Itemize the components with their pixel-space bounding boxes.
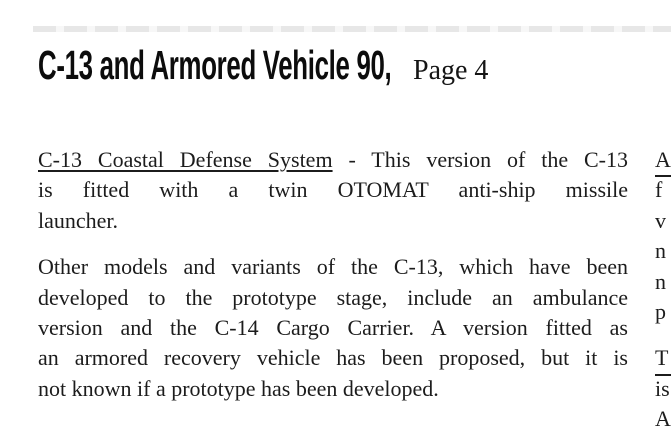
text-line: Other models and variants of the C-13, which have been [38, 254, 628, 280]
paragraph-coastal-defense [38, 145, 628, 236]
right-text-column-clipped [655, 145, 671, 435]
text-line [38, 145, 628, 175]
text-line: version and the C-14 Cargo Carrier. A version fitted as [38, 314, 628, 340]
page-number-label: Page 4 [413, 55, 489, 86]
underlined-fragment: T [655, 343, 671, 375]
underlined-term: C-13 Coastal Defense System [38, 147, 333, 172]
text-fragment: p [655, 298, 666, 324]
clipped-paragraph [655, 145, 671, 327]
text-line: launcher. [38, 207, 119, 233]
page-title: C-13 and Armored Vehicle 90, [38, 42, 392, 88]
text-line: is fitted with a twin OTOMAT anti-ship missile [38, 177, 628, 203]
cropped-banner-remnant [33, 26, 671, 32]
text-line: an armored recovery vehicle has been proposed, but it is [38, 345, 628, 371]
text-fragment: A [655, 406, 671, 432]
underlined-fragment: A [655, 145, 671, 177]
text-line: developed to the prototype stage, include an ambulance [38, 284, 628, 310]
text-fragment: is [655, 375, 670, 401]
text-line-rest: - This version of the C-13 [348, 147, 628, 172]
text-line: not known if a prototype has been developed. [38, 375, 439, 401]
text-fragment [655, 145, 671, 175]
text-fragment: n [655, 268, 666, 294]
text-fragment [655, 343, 671, 373]
text-fragment: n [655, 238, 666, 264]
text-fragment: f [655, 177, 663, 203]
clipped-paragraph [655, 343, 671, 434]
paragraph-other-models [38, 252, 628, 404]
left-text-column [38, 145, 628, 404]
text-fragment: v [655, 207, 666, 233]
